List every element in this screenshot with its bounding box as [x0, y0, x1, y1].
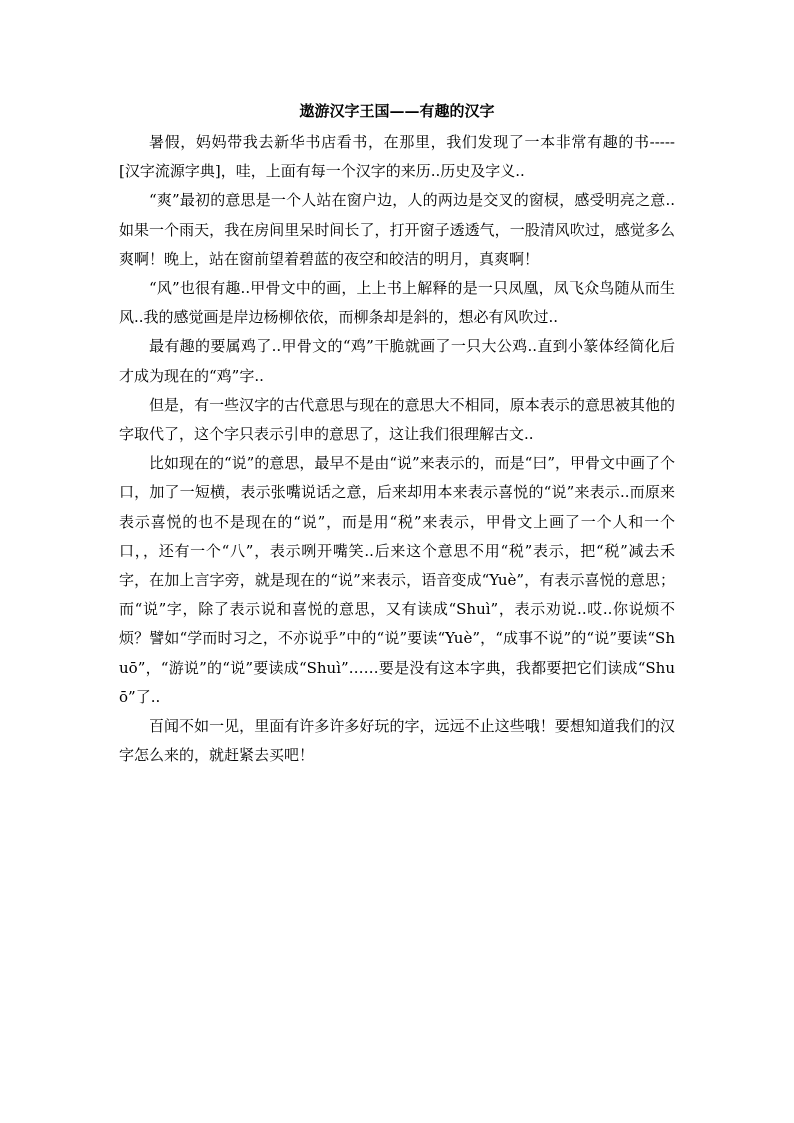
- paragraph-shuo: 比如现在的“说”的意思，最早不是由“说”来表示的，而是“曰”，甲骨文中画了个口，加了一短横，表示张嘴说话之意，后来却用本来表示喜悦的“说”来表示..而原来表示喜悦的也不是现在的“说”，而是用“税”来表示，甲骨文上画了一个人和一个口，，还有一个“八”，表示咧开嘴笑..后来这个意思不用“税”表示，把“税”减去禾字，在加上言字旁，就是现在的“说”来表示，语音变成“Yuè”，有表示喜悦的意思；而“说”字，除了表示说和喜悦的意思，又有读成“Shuì”，表示劝说..哎..你说烦不烦？譬如“学而时习之，不亦说乎”中的“说”要读“Yuè”，“成事不说”的“说”要读“Shuō”，“游说”的“说”要读成“Shuì”……要是没有这本字典，我都要把它们读成“Shuō”了..: [119, 454, 676, 706]
- paragraph-ancient-meaning: 但是，有一些汉字的古代意思与现在的意思大不相同，原本表示的意思被其他的字取代了，这个字只表示引申的意思了，这让我们很理解古文..: [119, 395, 675, 444]
- document-body: [119, 128, 675, 770]
- paragraph-conclusion: 百闻不如一见，里面有许多许多好玩的字，远远不止这些哦！要想知道我们的汉字怎么来的，就赶紧去买吧！: [119, 717, 675, 765]
- paragraph-ji: 最有趣的要属鸡了..甲骨文的“鸡”干脆就画了一只大公鸡..直到小篆体经简化后才成为现在的“鸡”字..: [119, 337, 675, 385]
- paragraph-feng: “风”也很有趣..甲骨文中的画，上上书上解释的是一只凤凰，凤飞众鸟随从而生风..我的感觉画是岸边杨柳依依，而柳条却是斜的，想必有风吹过..: [119, 279, 675, 327]
- paragraph-shuang: “爽”最初的意思是一个人站在窗户边，人的两边是交叉的窗棂，感受明亮之意..如果一个雨天，我在房间里呆时间长了，打开窗子透透气，一股清风吹过，感觉多么爽啊！晚上，站在窗前望着碧蓝的夜空和皎洁的明月，真爽啊！: [119, 191, 675, 268]
- document-title: 遨游汉字王国——有趣的汉字: [299, 102, 495, 120]
- paragraph-intro: 暑假，妈妈带我去新华书店看书，在那里，我们发现了一本非常有趣的书-----[汉字流源字典]，哇，上面有每一个汉字的来历..历史及字义..: [119, 133, 675, 181]
